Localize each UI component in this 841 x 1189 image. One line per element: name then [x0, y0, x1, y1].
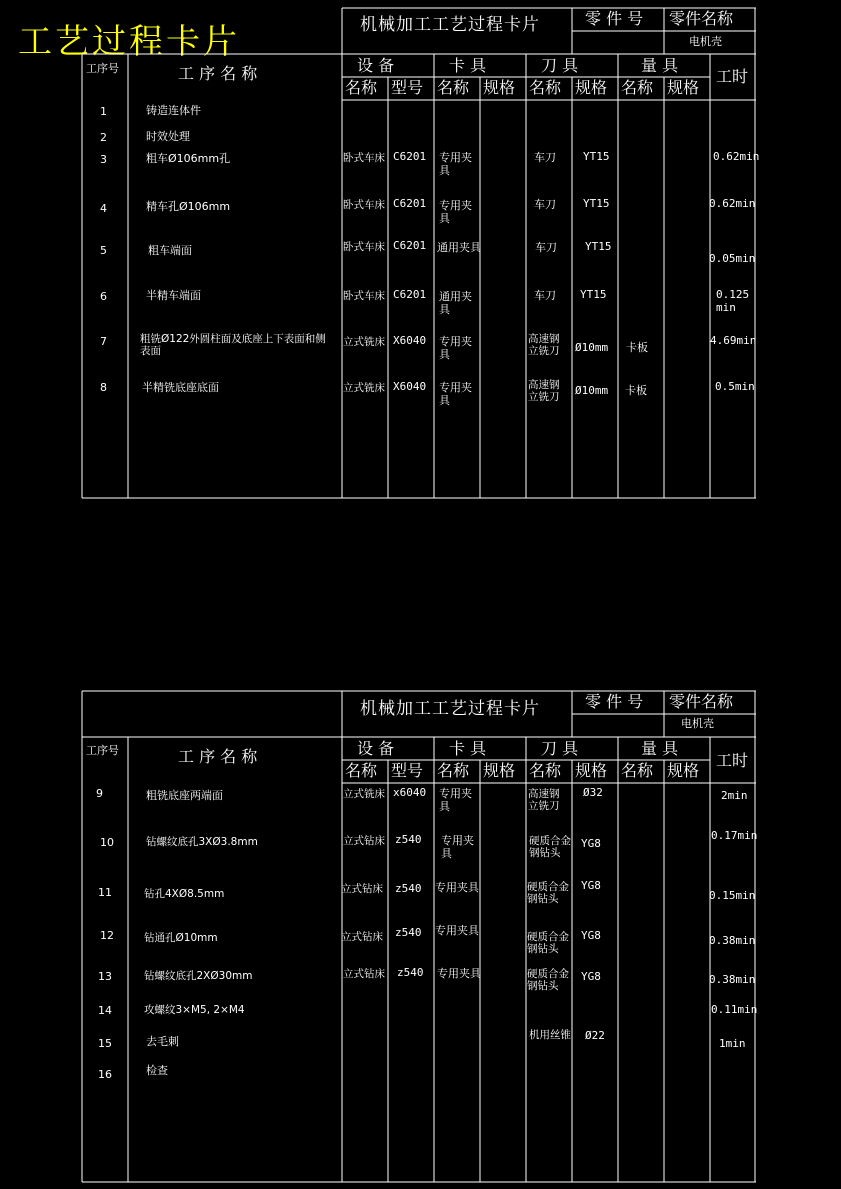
op-name-header: 工 序 名 称	[178, 64, 258, 83]
row-13-fx-name: 专用夹具	[437, 967, 481, 980]
row-10-fx-name: 专用夹具	[441, 834, 474, 860]
fx-name-subheader: 名称	[437, 78, 470, 97]
row-4-name: 精车孔Ø106mm	[146, 200, 231, 213]
row-5-tool-name: 车刀	[535, 241, 557, 254]
row-16-name: 检查	[146, 1064, 168, 1077]
tool-name-subheader: 名称	[529, 761, 562, 780]
row-9-tool-name: 高速钢立铣刀	[528, 788, 560, 813]
row-8-time: 0.5min	[715, 380, 755, 393]
row-11-name: 钻孔4XØ8.5mm	[144, 888, 225, 900]
row-5-no: 5	[100, 244, 107, 257]
row-9-eq-model: x6040	[393, 786, 427, 799]
tool-name-subheader: 名称	[529, 78, 562, 97]
page-title: 工艺过程卡片	[18, 22, 240, 62]
row-3-name: 粗车Ø106mm孔	[146, 152, 231, 165]
tool-spec-subheader: 规格	[575, 761, 608, 780]
row-6-name: 半精车端面	[146, 289, 201, 302]
row-15-name: 去毛刺	[146, 1035, 179, 1048]
gauge-spec-subheader: 规格	[667, 761, 700, 780]
card-title: 机械加工工艺过程卡片	[360, 15, 540, 35]
row-8-gauge-name: 卡板	[625, 384, 647, 397]
row-10-tool-spec: YG8	[581, 837, 601, 850]
gauge-name-subheader: 名称	[621, 761, 654, 780]
row-8-eq-name: 立式铣床	[343, 382, 385, 394]
row-6-eq-name: 卧式车床	[343, 290, 385, 302]
fx-spec-subheader: 规格	[483, 761, 516, 780]
row-5-time: 0.05min	[709, 252, 756, 265]
row-13-tool-spec: YG8	[581, 970, 601, 983]
row-6-no: 6	[100, 290, 107, 303]
row-14-name: 攻螺纹3×M5, 2×M4	[144, 1004, 245, 1016]
row-5-eq-model: C6201	[393, 239, 427, 252]
row-13-tool-name: 硬质合金钢钻头	[527, 968, 569, 993]
row-12-tool-spec: YG8	[581, 929, 601, 942]
row-7-gauge-name: 卡板	[626, 341, 648, 354]
row-12-time: 0.38min	[709, 934, 756, 947]
row-14-no: 14	[98, 1004, 112, 1017]
row-4-fx-name: 专用夹具	[439, 199, 472, 225]
row-4-tool-spec: YT15	[583, 197, 610, 210]
row-15-no: 15	[98, 1037, 112, 1050]
row-5-tool-spec: YT15	[585, 240, 612, 253]
eq-name-subheader: 名称	[345, 761, 378, 780]
row-7-name: 粗铣Ø122外圆柱面及底座上下表面和侧表面	[140, 333, 326, 358]
row-4-no: 4	[100, 202, 107, 215]
row-9-eq-name: 立式铣床	[343, 788, 385, 800]
row-4-eq-name: 卧式车床	[343, 199, 385, 211]
op-name-header: 工 序 名 称	[178, 747, 258, 766]
row-4-time: 0.62min	[709, 197, 756, 210]
row-9-time: 2min	[721, 789, 748, 802]
row-5-name: 粗车端面	[148, 244, 192, 257]
eq-name-subheader: 名称	[345, 78, 378, 97]
op-no-header: 工序号	[86, 62, 119, 75]
tool-header: 刀 具	[541, 56, 579, 75]
row-15-tool-spec: Ø22	[585, 1029, 605, 1042]
part-no-label: 零 件 号	[585, 9, 644, 28]
row-3-time: 0.62min	[713, 150, 760, 163]
row-15-time: 1min	[719, 1037, 746, 1050]
row-13-no: 13	[98, 970, 112, 983]
part-name-label: 零件名称	[669, 9, 734, 28]
row-14-time: 0.11min	[711, 1003, 758, 1016]
row-10-eq-model: z540	[395, 833, 422, 846]
row-4-eq-model: C6201	[393, 197, 427, 210]
process-card-1	[82, 8, 760, 499]
equipment-header: 设 备	[357, 739, 395, 758]
row-15-tool-name: 机用丝锥	[529, 1029, 571, 1041]
row-9-no: 9	[96, 787, 103, 800]
row-9-tool-spec: Ø32	[583, 786, 603, 799]
row-8-tool-spec: Ø10mm	[575, 384, 609, 397]
fixture-header: 卡 具	[449, 56, 487, 75]
row-8-eq-model: X6040	[393, 380, 427, 393]
row-7-tool-name: 高速钢立铣刀	[528, 333, 560, 358]
eq-model-subheader: 型号	[391, 78, 424, 97]
row-8-no: 8	[100, 381, 107, 394]
row-6-eq-model: C6201	[393, 288, 427, 301]
row-3-tool-name: 车刀	[534, 151, 556, 164]
row-3-tool-spec: YT15	[583, 150, 610, 163]
row-11-eq-name: 立式钻床	[341, 883, 383, 895]
row-4-tool-name: 车刀	[534, 198, 556, 211]
card-title: 机械加工工艺过程卡片	[360, 699, 540, 719]
row-11-fx-name: 专用夹具	[435, 881, 479, 894]
row-9-name: 粗铣底座两端面	[146, 789, 223, 802]
row-3-fx-name: 专用夹具	[439, 151, 472, 177]
row-12-tool-name: 硬质合金钢钻头	[527, 931, 569, 956]
row-7-time: 4.69min	[710, 334, 757, 347]
row-13-name: 钻螺纹底孔2XØ30mm	[144, 970, 253, 982]
row-6-fx-name: 通用夹具	[439, 290, 472, 316]
tool-header: 刀 具	[541, 739, 579, 758]
row-7-fx-name: 专用夹具	[439, 335, 472, 361]
tool-spec-subheader: 规格	[575, 78, 608, 97]
row-10-eq-name: 立式钻床	[343, 835, 385, 847]
row-3-eq-name: 卧式车床	[343, 152, 385, 164]
part-no-label: 零 件 号	[585, 692, 644, 711]
gauge-header: 量 具	[641, 56, 679, 75]
row-8-tool-name: 高速钢立铣刀	[528, 379, 560, 404]
row-13-eq-model: z540	[397, 966, 424, 979]
row-11-eq-model: z540	[395, 882, 422, 895]
row-6-tool-name: 车刀	[534, 289, 556, 302]
row-1-no: 1	[100, 105, 107, 118]
row-7-tool-spec: Ø10mm	[575, 341, 609, 354]
row-7-eq-model: X6040	[393, 334, 427, 347]
row-7-no: 7	[100, 335, 107, 348]
gauge-spec-subheader: 规格	[667, 78, 700, 97]
row-3-eq-model: C6201	[393, 150, 427, 163]
row-12-eq-name: 立式钻床	[341, 931, 383, 943]
row-9-fx-name: 专用夹具	[439, 787, 472, 813]
fx-name-subheader: 名称	[437, 761, 470, 780]
row-1-name: 铸造连体件	[146, 104, 201, 117]
row-5-eq-name: 卧式车床	[343, 241, 385, 253]
row-11-no: 11	[98, 886, 112, 899]
row-13-time: 0.38min	[709, 973, 756, 986]
part-name-label: 零件名称	[669, 692, 734, 711]
row-12-name: 钻通孔Ø10mm	[144, 932, 218, 944]
row-10-tool-name: 硬质合金钢钻头	[529, 835, 571, 860]
row-6-tool-spec: YT15	[580, 288, 607, 301]
fx-spec-subheader: 规格	[483, 78, 516, 97]
row-10-no: 10	[100, 836, 114, 849]
row-12-no: 12	[100, 929, 114, 942]
time-header: 工时	[716, 67, 749, 86]
part-name-value: 电机壳	[681, 717, 714, 730]
row-12-fx-name: 专用夹具	[435, 924, 479, 937]
row-10-name: 钻螺纹底孔3XØ3.8mm	[146, 836, 258, 848]
fixture-header: 卡 具	[449, 739, 487, 758]
row-6-time: 0.125 min	[716, 288, 750, 314]
row-11-tool-name: 硬质合金钢钻头	[527, 881, 569, 906]
row-7-eq-name: 立式铣床	[343, 336, 385, 348]
row-11-time: 0.15min	[709, 889, 756, 902]
row-5-fx-name: 通用夹具	[437, 241, 481, 254]
row-2-no: 2	[100, 131, 107, 144]
row-13-eq-name: 立式钻床	[343, 968, 385, 980]
gauge-header: 量 具	[641, 739, 679, 758]
row-3-no: 3	[100, 153, 107, 166]
row-10-time: 0.17min	[711, 829, 758, 842]
row-8-fx-name: 专用夹具	[439, 381, 472, 407]
row-12-eq-model: z540	[395, 926, 422, 939]
row-11-tool-spec: YG8	[581, 879, 601, 892]
row-16-no: 16	[98, 1068, 112, 1081]
row-2-name: 时效处理	[146, 130, 190, 143]
part-name-value: 电机壳	[689, 35, 722, 48]
time-header: 工时	[716, 751, 749, 770]
row-8-name: 半精铣底座底面	[142, 381, 219, 394]
equipment-header: 设 备	[357, 56, 395, 75]
op-no-header: 工序号	[86, 744, 119, 757]
eq-model-subheader: 型号	[391, 761, 424, 780]
process-card-2	[82, 691, 756, 1183]
gauge-name-subheader: 名称	[621, 78, 654, 97]
